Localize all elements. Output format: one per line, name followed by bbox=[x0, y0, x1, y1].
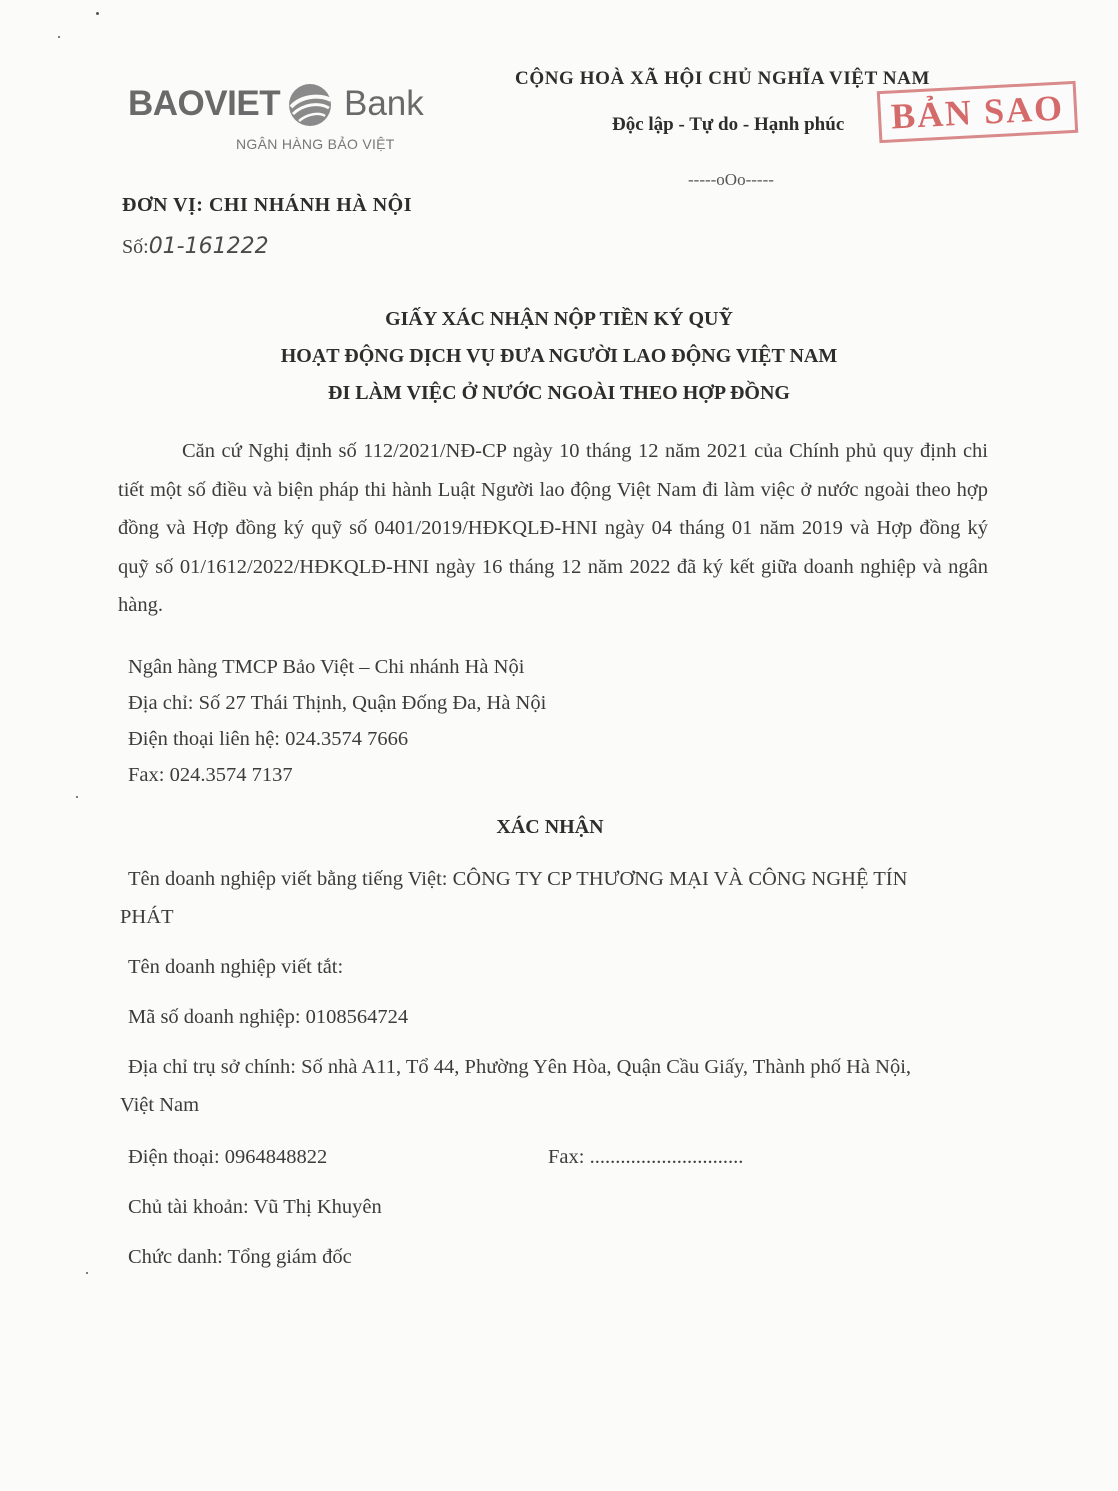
company-fax: Fax: .............................. bbox=[548, 1146, 744, 1168]
scan-speck bbox=[58, 36, 60, 38]
account-holder: Chủ tài khoản: Vũ Thị Khuyên bbox=[128, 1196, 382, 1218]
logo-wordmark: BAOVIET bbox=[128, 84, 281, 123]
bank-address: Địa chỉ: Số 27 Thái Thịnh, Quận Đống Đa, Hà Nội bbox=[128, 692, 547, 714]
scan-speck bbox=[86, 1272, 88, 1274]
company-name-vi-cont: PHÁT bbox=[120, 906, 174, 928]
header-separator: -----oOo----- bbox=[688, 170, 774, 189]
document-number bbox=[122, 234, 269, 259]
copy-stamp: BẢN SAO bbox=[877, 81, 1078, 143]
bank-logo bbox=[128, 80, 448, 160]
company-phone: Điện thoại: 0964848822 bbox=[128, 1146, 328, 1168]
bank-name: Ngân hàng TMCP Bảo Việt – Chi nhánh Hà Nội bbox=[128, 656, 525, 678]
motto: Độc lập - Tự do - Hạnh phúc bbox=[612, 114, 845, 135]
logo-subtitle: NGÂN HÀNG BẢO VIỆT bbox=[236, 136, 395, 152]
company-name-vi: Tên doanh nghiệp viết bằng tiếng Việt: CÔNG TY CP THƯƠNG MẠI VÀ CÔNG NGHỆ TÍN bbox=[128, 868, 908, 890]
scan-speck bbox=[96, 12, 99, 15]
title-line-2: HOẠT ĐỘNG DỊCH VỤ ĐƯA NGƯỜI LAO ĐỘNG VIỆT NAM bbox=[280, 345, 838, 367]
bank-phone: Điện thoại liên hệ: 024.3574 7666 bbox=[128, 728, 409, 750]
bank-fax: Fax: 024.3574 7137 bbox=[128, 764, 293, 786]
logo-bank-text: Bank bbox=[344, 84, 424, 123]
logo-globe-icon bbox=[285, 80, 335, 130]
handwritten-number: 01-161222 bbox=[148, 234, 269, 259]
title-line-1: GIẤY XÁC NHẬN NỘP TIỀN KÝ QUỸ bbox=[385, 308, 733, 330]
scan-speck bbox=[76, 796, 78, 798]
confirm-heading: XÁC NHẬN bbox=[496, 816, 604, 838]
intro-paragraph-text: Căn cứ Nghị định số 112/2021/NĐ-CP ngày 10 tháng 12 năm 2021 của Chính phủ quy định chi tiết một số điều và biện pháp thi hành Luật Người lao động Việt Nam đi làm việc ở nước ngoài theo hợp đồng và Hợp đồng ký quỹ số 0401/2019/HĐKQLĐ-HNI ngày 04 tháng 01 năm 2019 và Hợp đồng ký quỹ số 01/1612/2022/HĐKQLĐ-HNI ngày 16 tháng 12 năm 2022 đã ký kết giữa doanh nghiệp và ngân hàng. bbox=[118, 440, 988, 616]
number-prefix: Số: bbox=[122, 236, 149, 258]
company-name-short: Tên doanh nghiệp viết tắt: bbox=[128, 956, 344, 978]
title-line-3: ĐI LÀM VIỆC Ở NƯỚC NGOÀI THEO HỢP ĐỒNG bbox=[328, 382, 790, 404]
company-tax-code: Mã số doanh nghiệp: 0108564724 bbox=[128, 1006, 409, 1028]
position: Chức danh: Tổng giám đốc bbox=[128, 1246, 352, 1268]
unit-label: ĐƠN VỊ: CHI NHÁNH HÀ NỘI bbox=[122, 194, 412, 216]
intro-paragraph bbox=[118, 432, 988, 625]
company-address-cont: Việt Nam bbox=[120, 1094, 200, 1116]
company-address: Địa chỉ trụ sở chính: Số nhà A11, Tổ 44, Phường Yên Hòa, Quận Cầu Giấy, Thành phố Hà Nội, bbox=[128, 1056, 912, 1078]
country-name: CỘNG HOÀ XÃ HỘI CHỦ NGHĨA VIỆT NAM bbox=[515, 68, 931, 89]
